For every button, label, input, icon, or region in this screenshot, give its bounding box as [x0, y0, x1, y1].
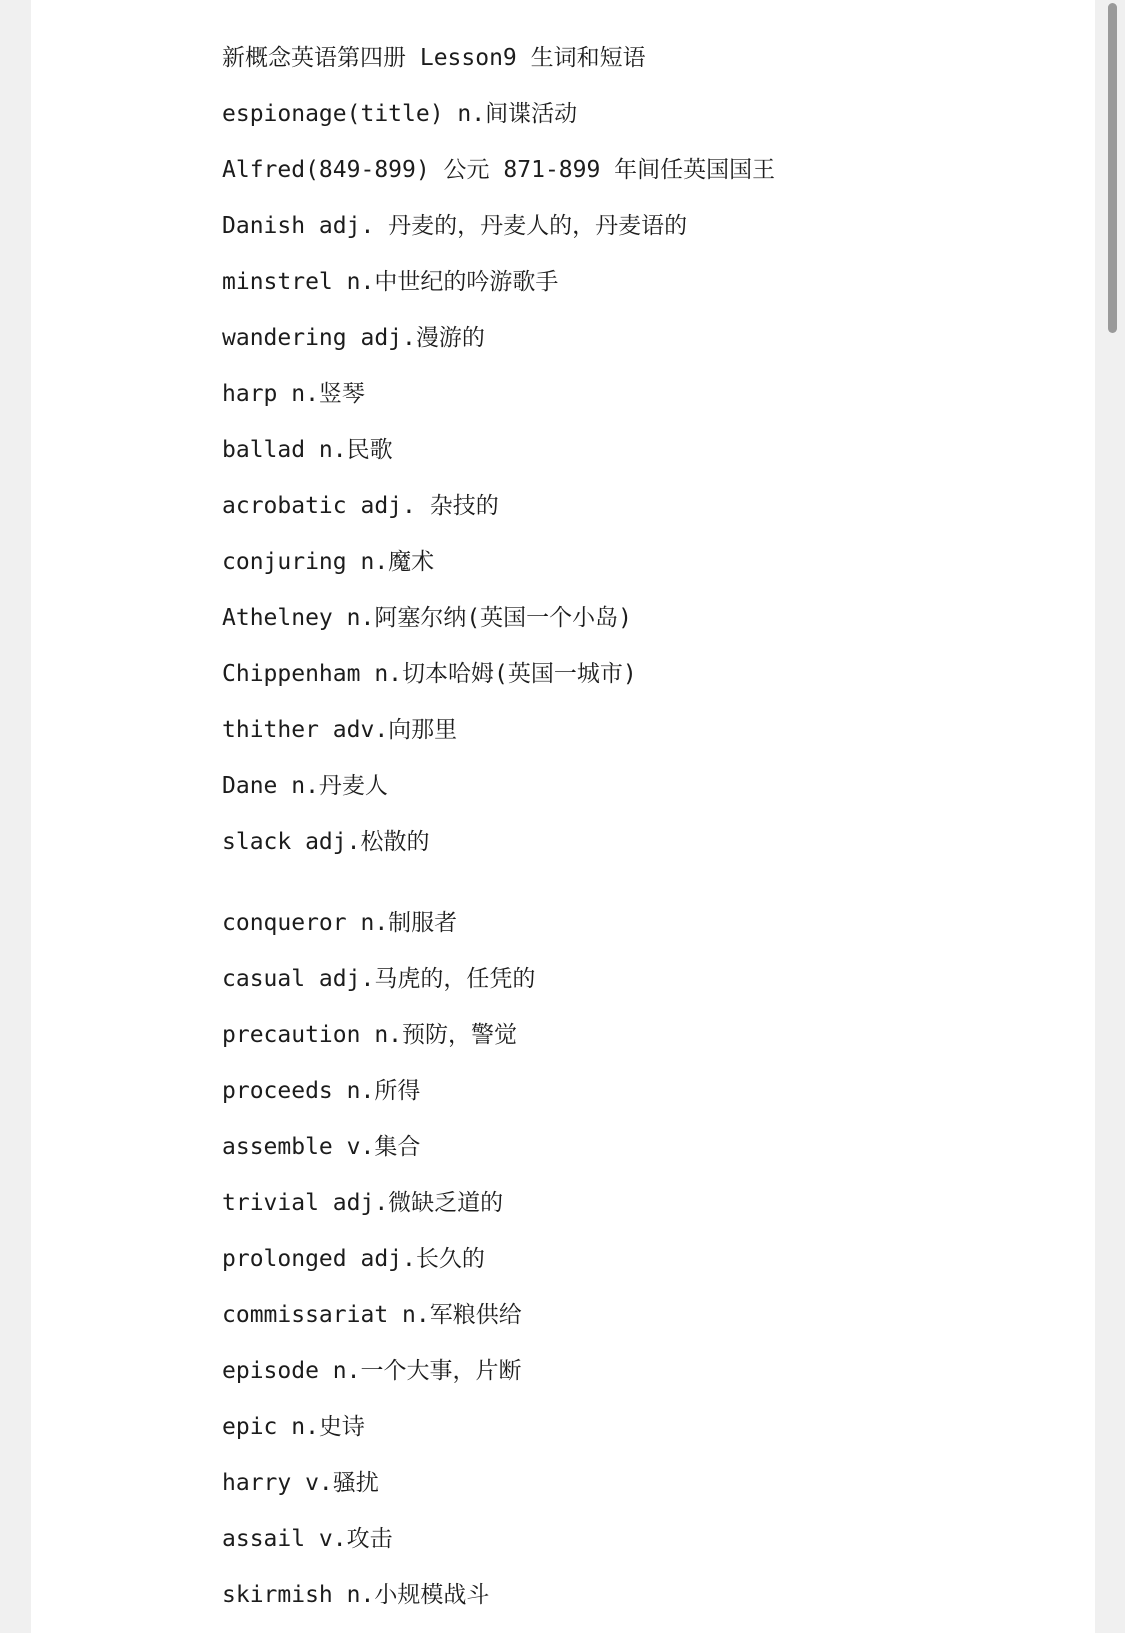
vocab-line: harry v.骚扰 — [222, 1470, 379, 1496]
vocab-line: thither adv.向那里 — [222, 717, 458, 743]
vertical-scrollbar[interactable] — [1095, 0, 1125, 1633]
vocab-line: Alfred(849-899) 公元 871-899 年间任英国国王 — [222, 157, 776, 183]
scrollbar-thumb[interactable] — [1108, 3, 1117, 333]
paragraph-gap — [222, 870, 1042, 895]
vocabulary-list — [222, 30, 1042, 1623]
vocab-line: ballad n.民歌 — [222, 437, 393, 463]
vocab-line: minstrel n.中世纪的吟游歌手 — [222, 269, 559, 295]
vocab-line: acrobatic adj. 杂技的 — [222, 493, 499, 519]
vocab-line: harp n.竖琴 — [222, 381, 365, 407]
document-title: 新概念英语第四册 Lesson9 生词和短语 — [222, 45, 646, 71]
vocab-line: Chippenham n.切本哈姆(英国一城市) — [222, 661, 637, 687]
vocab-line: Athelney n.阿塞尔纳(英国一个小岛) — [222, 605, 633, 631]
vocab-line: proceeds n.所得 — [222, 1078, 421, 1104]
vocab-line: Danish adj. 丹麦的，丹麦人的，丹麦语的 — [222, 213, 688, 239]
vocab-line: wandering adj.漫游的 — [222, 325, 485, 351]
document-page — [31, 0, 1095, 1633]
vocab-line: assail v.攻击 — [222, 1526, 393, 1552]
vocab-line: prolonged adj.长久的 — [222, 1246, 485, 1272]
vocab-line: conqueror n.制服者 — [222, 910, 458, 936]
vocab-line: trivial adj.微缺乏道的 — [222, 1190, 504, 1216]
vocab-line: skirmish n.小规模战斗 — [222, 1582, 490, 1608]
vocab-line: slack adj.松散的 — [222, 829, 430, 855]
vocab-line: conjuring n.魔术 — [222, 549, 435, 575]
vocab-line: Dane n.丹麦人 — [222, 773, 388, 799]
vocab-line: assemble v.集合 — [222, 1134, 421, 1160]
vocab-line: precaution n.预防，警觉 — [222, 1022, 518, 1048]
vocab-line: casual adj.马虎的，任凭的 — [222, 966, 536, 992]
vocab-line: episode n.一个大事，片断 — [222, 1358, 522, 1384]
vocab-line: epic n.史诗 — [222, 1414, 365, 1440]
vocab-line: commissariat n.军粮供给 — [222, 1302, 522, 1328]
vocab-line: espionage(title) n.间谍活动 — [222, 101, 578, 127]
